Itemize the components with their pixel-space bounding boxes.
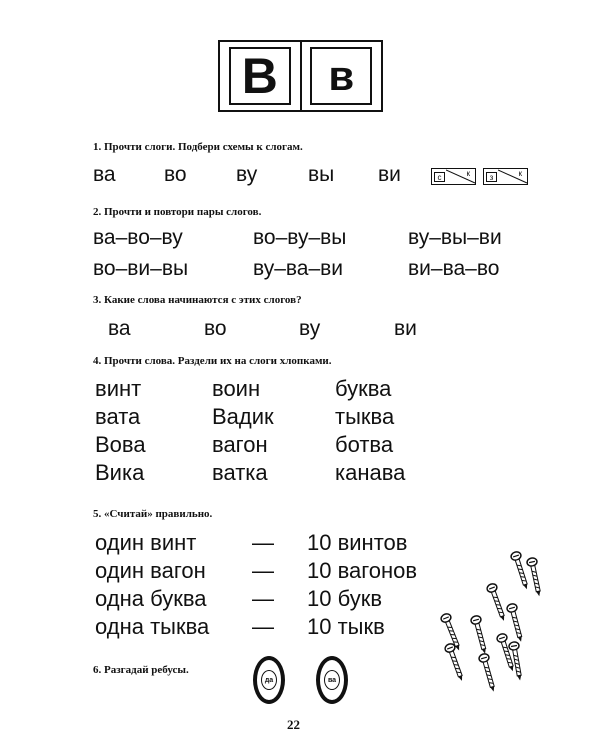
scheme-right-letter: к (518, 169, 522, 178)
t3-syllable: ву (299, 317, 321, 340)
t1-syllable: во (164, 163, 187, 186)
t4-word: Вова (95, 432, 146, 457)
t5-singular: один вагон (95, 558, 206, 583)
t4-word: канава (335, 460, 406, 485)
task-5-title: 5. «Считай» правильно. (93, 508, 213, 520)
t5-plural: 10 винтов (307, 530, 408, 555)
t5-plural: 10 букв (307, 586, 383, 611)
t1-syllable: вы (308, 163, 335, 186)
t5-dash: — (252, 530, 274, 555)
t4-word: Вадик (212, 404, 274, 429)
t4-word: буква (335, 376, 392, 401)
diagonal-line-icon (498, 169, 528, 184)
task-6-title: 6. Разгадай ребусы. (93, 664, 189, 676)
t2-syllable-chain: ви–ва–во (408, 257, 500, 280)
syllable-scheme (431, 168, 476, 185)
diagonal-line-icon (446, 169, 476, 184)
t3-syllable: во (204, 317, 227, 340)
t4-word: тыква (335, 404, 395, 429)
t2-syllable-chain: во–ву–вы (253, 226, 347, 249)
t4-word: вагон (212, 432, 268, 457)
t5-singular: один винт (95, 530, 197, 555)
task-2-title: 2. Прочти и повтори пары слогов. (93, 206, 262, 218)
screws-icon (432, 548, 552, 708)
t3-syllable: ви (394, 317, 417, 340)
t4-word: винт (95, 376, 142, 401)
t5-dash: — (252, 586, 274, 611)
uppercase-letter: В (229, 47, 291, 105)
t2-syllable-chain: ва–во–ву (93, 226, 183, 249)
t2-syllable-chain: во–ви–вы (93, 257, 189, 280)
t4-word: воин (212, 376, 261, 401)
t5-dash: — (252, 558, 274, 583)
letter-box (218, 40, 383, 112)
t1-syllable: ви (378, 163, 401, 186)
t3-syllable: ва (108, 317, 131, 340)
lowercase-letter: в (310, 47, 372, 105)
page-number: 22 (287, 717, 300, 732)
t5-plural: 10 тыкв (307, 614, 385, 639)
t4-word: ватка (212, 460, 268, 485)
task-3-title: 3. Какие слова начинаются с этих слогов? (93, 294, 302, 306)
task-4-title: 4. Прочти слова. Раздели их на слоги хлопками. (93, 355, 332, 367)
rebus-2 (316, 656, 348, 704)
rebus-1-inner: да (261, 670, 277, 690)
t2-syllable-chain: ву–вы–ви (408, 226, 502, 249)
rebus-1 (253, 656, 285, 704)
syllable-scheme (483, 168, 528, 185)
t4-word: вата (95, 404, 141, 429)
t5-singular: одна тыква (95, 614, 210, 639)
t4-word: Вика (95, 460, 145, 485)
rebus-2-inner: ва (324, 670, 340, 690)
scheme-left-letter: з (486, 172, 497, 182)
scheme-right-letter: к (466, 169, 470, 178)
scheme-left-letter: с (434, 172, 445, 182)
t5-singular: одна буква (95, 586, 207, 611)
t1-syllable: ву (236, 163, 258, 186)
letter-cell-lower (302, 42, 382, 110)
t5-dash: — (252, 614, 274, 639)
task-1-title: 1. Прочти слоги. Подбери схемы к слогам. (93, 141, 303, 153)
letter-cell-upper (220, 42, 302, 110)
t5-plural: 10 вагонов (307, 558, 418, 583)
t4-word: ботва (335, 432, 394, 457)
t1-syllable: ва (93, 163, 116, 186)
t2-syllable-chain: ву–ва–ви (253, 257, 344, 280)
